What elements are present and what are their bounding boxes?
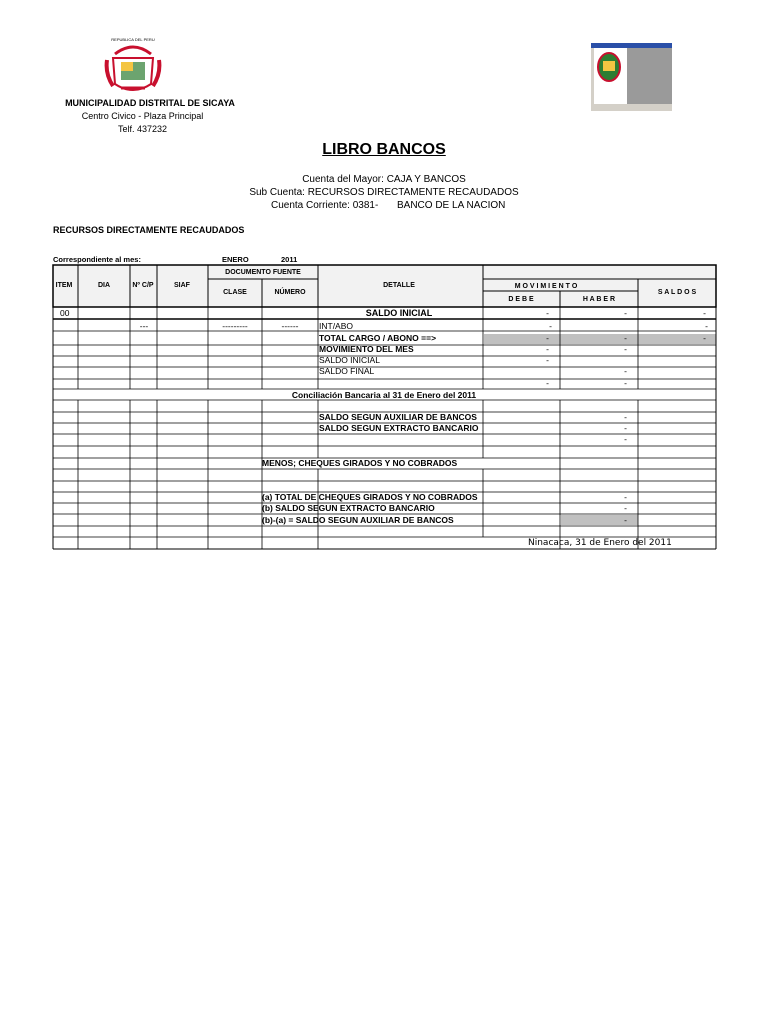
coat-of-arms-caption: REPUBLICA DEL PERU	[111, 37, 155, 42]
conc-saldo-b: (b) SALDO SEGUN EXTRACTO BANCARIO	[262, 503, 435, 513]
header-debe: D E B E	[508, 296, 534, 303]
page-title: LIBRO BANCOS	[322, 141, 446, 158]
conciliacion-title: Conciliación Bancaria al 31 de Enero del 2011	[291, 390, 477, 400]
header-item: ITEM	[55, 282, 73, 289]
row-1-ncp: ---	[139, 321, 149, 331]
conc-total-a: (a) TOTAL DE CHEQUES GIRADOS Y NO COBRADOS	[262, 492, 478, 502]
header-documento-fuente: DOCUMENTO FUENTE	[225, 269, 301, 276]
row-1-numero: ------	[281, 321, 299, 331]
municipality-phone: Telf. 437232	[117, 124, 168, 134]
header-detalle: DETALLE	[383, 282, 415, 289]
row-0-debe: -	[546, 308, 549, 318]
period-label: Correspondiente al mes:	[53, 255, 141, 264]
conc-total-a-value: -	[624, 492, 627, 502]
account-corriente: Cuenta Corriente: 0381-	[271, 200, 379, 211]
row-1-detalle: INT/ABO	[319, 321, 354, 331]
row-2-detalle: TOTAL CARGO / ABONO ==>	[319, 333, 437, 343]
municipality-name: MUNICIPALIDAD DISTRITAL DE SICAYA	[65, 98, 235, 108]
municipality-address: Centro Civico - Plaza Principal	[81, 111, 204, 121]
header-clase: CLASE	[223, 289, 247, 296]
account-bank: BANCO DE LA NACION	[397, 200, 506, 211]
footer-date: Ninacaca, 31 de Enero del 2011	[528, 538, 672, 548]
header-numero: NÚMERO	[274, 289, 306, 296]
row-0-haber: -	[624, 308, 627, 318]
row-2-debe: -	[546, 333, 549, 343]
row-3-haber: -	[624, 344, 627, 354]
header-ncp: Nº C/P	[132, 282, 154, 289]
conc-diff-value: -	[624, 515, 627, 525]
row-3-debe: -	[546, 344, 549, 354]
row-5-haber: -	[624, 366, 627, 376]
conc-auxiliar: SALDO SEGUN AUXILIAR DE BANCOS	[319, 412, 477, 422]
account-sub: Sub Cuenta: RECURSOS DIRECTAMENTE RECAUDADOS	[249, 187, 519, 198]
section-title: RECURSOS DIRECTAMENTE RECAUDADOS	[53, 225, 245, 235]
conc-auxiliar-value: -	[624, 412, 627, 422]
conc-blank-value: -	[624, 434, 627, 444]
row-2-saldo: -	[703, 333, 706, 343]
conc-saldo-b-value: -	[624, 503, 627, 513]
row-3-detalle: MOVIMIENTO DEL MES	[319, 344, 414, 354]
row-4-debe: -	[546, 355, 549, 365]
conc-extracto: SALDO SEGUN EXTRACTO BANCARIO	[319, 423, 479, 433]
row-4-detalle: SALDO INICIAL	[319, 355, 380, 365]
header-haber: H A B E R	[582, 296, 616, 303]
row-0-item: 00	[60, 308, 70, 318]
row-2-haber: -	[624, 333, 627, 343]
conc-menos: MENOS; CHEQUES GIRADOS Y NO COBRADOS	[262, 458, 458, 468]
period-month: ENERO	[222, 255, 249, 264]
row-0-saldo: -	[703, 308, 706, 318]
header-siaf: SIAF	[174, 282, 190, 289]
row-1-saldo: -	[705, 321, 708, 331]
shade-total-cargo	[484, 334, 716, 344]
row-5-detalle: SALDO FINAL	[319, 366, 375, 376]
account-mayor: Cuenta del Mayor: CAJA Y BANCOS	[302, 174, 466, 185]
header-movimiento: M O V I M I E N T O	[514, 283, 578, 290]
row-6-haber: -	[624, 378, 627, 388]
row-1-debe: -	[549, 321, 552, 331]
header-dia: DIA	[97, 282, 111, 289]
period-year: 2011	[281, 255, 298, 264]
conc-extracto-value: -	[624, 423, 627, 433]
row-6-debe: -	[546, 378, 549, 388]
header-saldos: S A L D O S	[657, 289, 697, 296]
row-0-detalle: SALDO INICIAL	[365, 308, 433, 318]
row-1-clase: ---------	[222, 321, 248, 331]
conc-diff: (b)-(a) = SALDO SEGUN AUXILIAR DE BANCOS	[262, 515, 454, 525]
